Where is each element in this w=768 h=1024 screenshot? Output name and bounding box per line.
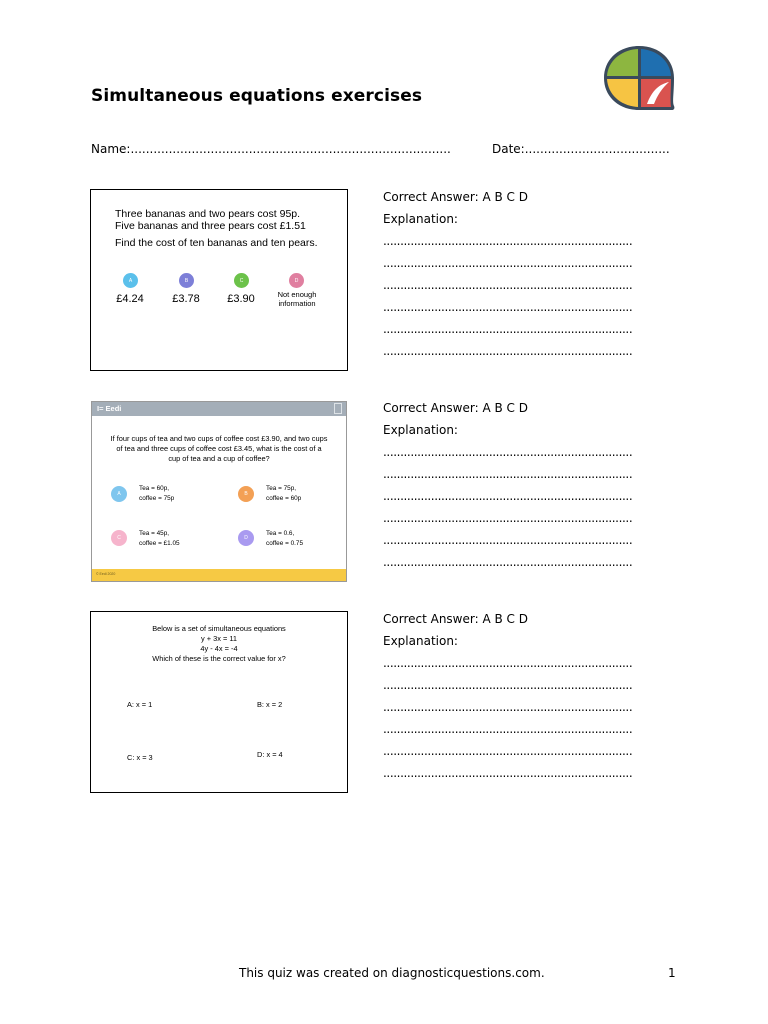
correct-answer-label-2: Correct Answer: A B C D bbox=[383, 401, 528, 415]
option-c-text: C: x = 3 bbox=[127, 753, 153, 762]
correct-answer-label-3: Correct Answer: A B C D bbox=[383, 612, 528, 626]
explanation-label-2: Explanation: bbox=[383, 423, 458, 437]
slide1-line-2: Five bananas and three pears cost £1.51 bbox=[115, 220, 306, 232]
slide3-line-4: Which of these is the correct value for x? bbox=[152, 654, 286, 663]
explanation-line[interactable]: ......................................................................... bbox=[383, 678, 633, 692]
option-a-answer: £4.24 bbox=[116, 293, 144, 305]
eedi-copyright: © Eedi 2020 bbox=[96, 572, 116, 576]
explanation-line[interactable]: ......................................................................... bbox=[383, 489, 633, 503]
question-slide-1 bbox=[90, 189, 348, 371]
slide3-line-2: y + 3x = 11 bbox=[200, 634, 238, 643]
explanation-line[interactable]: ......................................................................... bbox=[383, 700, 633, 714]
explanation-label-1: Explanation: bbox=[383, 212, 458, 226]
option-a-text: A: x = 1 bbox=[127, 700, 153, 709]
page-number: 1 bbox=[668, 966, 676, 980]
eedi-header-bar bbox=[92, 402, 346, 416]
question-slide-2 bbox=[91, 401, 347, 582]
explanation-line[interactable]: ......................................................................... bbox=[383, 555, 633, 569]
explanation-line[interactable]: ......................................................................... bbox=[383, 533, 633, 547]
name-field[interactable]: Name:.................................................................................... bbox=[91, 142, 451, 156]
option-d-text bbox=[266, 529, 303, 549]
option-a-line-1: Tea = 60p, bbox=[139, 485, 170, 492]
option-c-answer: £3.90 bbox=[227, 293, 255, 305]
date-field[interactable]: Date:...................................... bbox=[492, 142, 670, 156]
slide3-question bbox=[91, 624, 347, 664]
option-b-answer: £3.78 bbox=[172, 293, 200, 305]
explanation-line[interactable]: ......................................................................... bbox=[383, 656, 633, 670]
option-b-line-2: coffee = 60p bbox=[266, 495, 302, 502]
option-c-dot: C bbox=[234, 273, 249, 288]
correct-answer-label-1: Correct Answer: A B C D bbox=[383, 190, 528, 204]
explanation-line[interactable]: ......................................................................... bbox=[383, 445, 633, 459]
option-a-line-2: coffee = 75p bbox=[139, 495, 175, 502]
eedi-footer-bar bbox=[92, 569, 346, 581]
option-d-line-1: Tea = 0.6, bbox=[266, 530, 295, 537]
explanation-line[interactable]: ......................................................................... bbox=[383, 467, 633, 481]
option-d-line-2: coffee = 0.75 bbox=[266, 540, 304, 547]
slide1-line-1: Three bananas and two pears cost 95p. bbox=[115, 208, 301, 220]
explanation-line[interactable]: ......................................................................... bbox=[383, 256, 633, 270]
slide2-question: If four cups of tea and two cups of coffee cost £3.90, and two cups of tea and three cups of coffee cost £3.45, what is the cost of a cup of tea and a cup of coffee? bbox=[110, 434, 328, 463]
footer-credit: This quiz was created on diagnosticquestions.com. bbox=[239, 966, 545, 980]
explanation-line[interactable]: ......................................................................... bbox=[383, 722, 633, 736]
option-d-dot: D bbox=[238, 530, 254, 546]
explanation-line[interactable]: ......................................................................... bbox=[383, 278, 633, 292]
slide3-line-3: 4y - 4x = -4 bbox=[200, 644, 238, 653]
question-slide-3 bbox=[90, 611, 348, 793]
option-b-text: B: x = 2 bbox=[257, 700, 283, 709]
option-d-dot: D bbox=[289, 273, 304, 288]
option-c-line-1: Tea = 45p, bbox=[139, 530, 170, 537]
bookmark-icon bbox=[334, 403, 342, 414]
eedi-brand: I= Eedi bbox=[97, 404, 122, 413]
option-b-dot: B bbox=[179, 273, 194, 288]
explanation-line[interactable]: ......................................................................... bbox=[383, 511, 633, 525]
option-c-line-2: coffee = £1.05 bbox=[139, 540, 180, 547]
explanation-line[interactable]: ......................................................................... bbox=[383, 766, 633, 780]
explanation-line[interactable]: ......................................................................... bbox=[383, 300, 633, 314]
slide1-line-3: Find the cost of ten bananas and ten pears. bbox=[115, 237, 318, 249]
explanation-label-3: Explanation: bbox=[383, 634, 458, 648]
explanation-line[interactable]: ......................................................................... bbox=[383, 322, 633, 336]
explanation-line[interactable]: ......................................................................... bbox=[383, 344, 633, 358]
option-b-line-1: Tea = 75p, bbox=[266, 485, 297, 492]
option-a-text bbox=[139, 484, 174, 504]
explanation-line[interactable]: ......................................................................... bbox=[383, 234, 633, 248]
slide3-line-1: Below is a set of simultaneous equations bbox=[152, 624, 286, 633]
option-d-answer: Not enough information bbox=[277, 290, 317, 308]
option-b-text bbox=[266, 484, 301, 504]
option-d-text: D: x = 4 bbox=[257, 750, 283, 759]
option-c-dot: C bbox=[111, 530, 127, 546]
option-a-dot: A bbox=[123, 273, 138, 288]
option-b-dot: B bbox=[238, 486, 254, 502]
option-a-dot: A bbox=[111, 486, 127, 502]
option-c-text bbox=[139, 529, 180, 549]
explanation-line[interactable]: ......................................................................... bbox=[383, 744, 633, 758]
diagnostic-questions-logo-icon bbox=[602, 44, 676, 112]
page-title: Simultaneous equations exercises bbox=[91, 86, 423, 106]
